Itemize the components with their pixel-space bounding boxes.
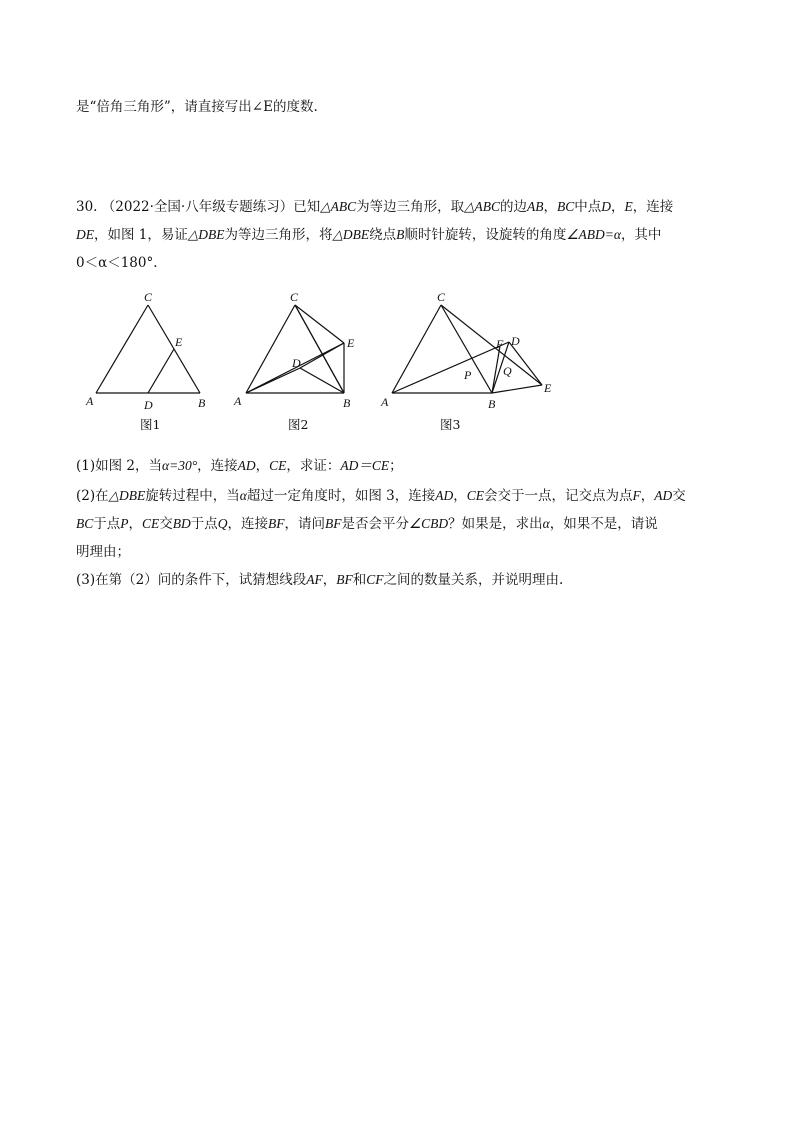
label-C: C xyxy=(290,290,299,304)
math: △DBE xyxy=(108,488,146,503)
label-B: B xyxy=(343,396,351,410)
label-D: D xyxy=(292,356,301,370)
math: E xyxy=(624,199,633,214)
text: ？如果是，求出 xyxy=(448,516,543,532)
problem-number: 30. xyxy=(76,199,98,215)
label-C: C xyxy=(437,290,446,304)
text: ， xyxy=(543,199,558,215)
text: (2)在 xyxy=(76,488,109,504)
text: ，连接 xyxy=(632,199,674,215)
label-F: F xyxy=(496,337,504,351)
text: ， xyxy=(453,488,467,504)
label-A: A xyxy=(86,394,94,408)
text: 已知 xyxy=(293,199,321,215)
label-P: P xyxy=(464,368,472,382)
math: α xyxy=(239,488,247,503)
math: CE xyxy=(269,458,287,473)
math: AD xyxy=(435,488,454,503)
label-B: B xyxy=(488,397,496,411)
problem-line-1 xyxy=(76,197,673,217)
math: CE xyxy=(142,516,160,531)
math: BD xyxy=(172,516,191,531)
text: 旋转过程中，当 xyxy=(145,488,240,504)
label-E: E xyxy=(544,381,552,395)
math: AF xyxy=(306,572,323,587)
text: 为等边三角形，取 xyxy=(356,199,465,215)
math: △ABC xyxy=(320,199,357,214)
math: AD xyxy=(654,488,673,503)
label-A: A xyxy=(234,394,242,408)
problem-line-2 xyxy=(76,225,661,245)
math: BC xyxy=(557,199,575,214)
text: 是否会平分 xyxy=(341,516,410,532)
text: 的边 xyxy=(500,199,528,215)
math: AD xyxy=(237,458,256,473)
math: BF xyxy=(268,516,285,531)
text: ， xyxy=(611,199,625,215)
figure-3 xyxy=(378,282,568,432)
text: 和 xyxy=(352,572,367,588)
label-A: A xyxy=(381,395,389,409)
text: 于点 xyxy=(93,516,121,532)
math: CF xyxy=(366,572,384,587)
text: ， xyxy=(322,572,337,588)
question-1 xyxy=(76,456,403,476)
figure-3-caption: 图3 xyxy=(440,417,461,432)
text: ， xyxy=(128,516,143,532)
text: 交 xyxy=(672,488,686,504)
label-D: D xyxy=(144,398,153,412)
text: 之间的数量关系，并说明理由. xyxy=(383,572,564,588)
math: BF xyxy=(336,572,353,587)
text: ，请问 xyxy=(284,516,326,532)
text: ，如图 1，易证 xyxy=(94,227,188,243)
carryover-line: 是“倍角三角形”，请直接写出∠E的度数. xyxy=(76,99,318,115)
figure-2 xyxy=(228,282,368,432)
math: B xyxy=(396,227,405,242)
question-3 xyxy=(76,570,563,590)
math: ∠CBD xyxy=(409,516,449,531)
figure-1-caption: 图1 xyxy=(140,417,161,432)
text: (3)在第（2）问的条件下，试猜想线段 xyxy=(76,572,307,588)
math: P xyxy=(120,516,129,531)
text: 会交于一点，记交点为点 xyxy=(484,488,633,504)
text: ，求证： xyxy=(286,458,341,474)
question-2-line-3: 明理由； xyxy=(76,544,130,560)
label-Q: Q xyxy=(503,364,512,378)
label-E: E xyxy=(175,335,183,349)
figure-1-diagram xyxy=(82,282,222,432)
text: ， xyxy=(640,488,655,504)
text: ， xyxy=(255,458,270,474)
figure-2-diagram xyxy=(228,282,368,432)
math: BC xyxy=(76,516,94,531)
text: ，其中 xyxy=(620,227,662,243)
text: 中点 xyxy=(574,199,602,215)
question-2-line-1 xyxy=(76,486,686,506)
math: Q xyxy=(217,516,228,531)
problem-line-3: 0＜α＜180°. xyxy=(76,255,158,271)
math: AD＝CE xyxy=(340,458,390,473)
math: ∠ABD=α xyxy=(566,227,621,242)
math: △ABC xyxy=(464,199,501,214)
math: AB xyxy=(527,199,544,214)
text: (1)如图 2，当 xyxy=(76,458,163,474)
math: F xyxy=(632,488,641,503)
math: BF xyxy=(325,516,342,531)
math: DE xyxy=(76,227,94,242)
text: ，如果不是，请说 xyxy=(549,516,658,532)
figure-1 xyxy=(82,282,222,432)
math: α xyxy=(542,516,550,531)
text: 交 xyxy=(159,516,173,532)
math: △DBE xyxy=(332,227,370,242)
figure-3-diagram xyxy=(378,282,568,432)
problem-source: （2022·全国·八年级专题练习） xyxy=(101,199,294,215)
text: 顺时针旋转，设旋转的角度 xyxy=(404,227,567,243)
text: ； xyxy=(389,458,403,474)
label-C: C xyxy=(144,290,153,304)
text: 于点 xyxy=(190,516,218,532)
math: α=30° xyxy=(162,458,198,473)
label-D: D xyxy=(511,334,520,348)
math: CE xyxy=(466,488,484,503)
label-E: E xyxy=(347,336,355,350)
question-2-line-2 xyxy=(76,514,658,534)
text: 超过一定角度时，如图 3，连接 xyxy=(246,488,436,504)
math: △DBE xyxy=(187,227,225,242)
figure-2-caption: 图2 xyxy=(288,417,309,432)
text: 为等边三角形，将 xyxy=(224,227,333,243)
math: D xyxy=(601,199,612,214)
label-B: B xyxy=(198,396,206,410)
text: ，连接 xyxy=(227,516,269,532)
text: 绕点 xyxy=(369,227,397,243)
text: ，连接 xyxy=(197,458,238,474)
